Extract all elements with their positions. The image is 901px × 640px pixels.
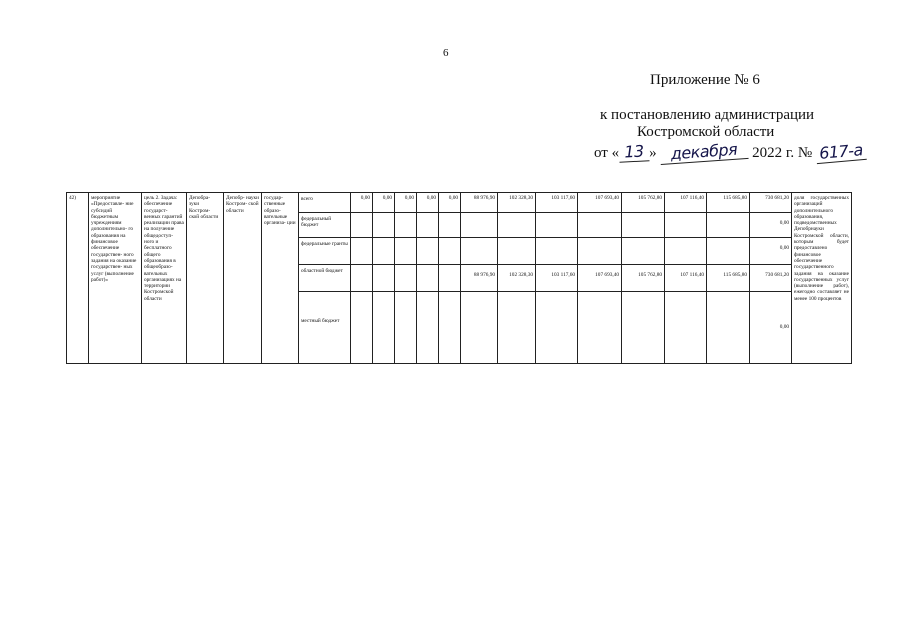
value-cell — [461, 213, 498, 238]
value-cell: 115 685,80 — [707, 193, 750, 213]
value-cell — [498, 238, 536, 265]
value-cell — [417, 265, 439, 292]
date-prefix: от « — [594, 145, 620, 161]
value-cell — [351, 238, 373, 265]
value-cell — [395, 292, 417, 364]
value-cell: 103 117,60 — [536, 193, 578, 213]
value-cell: 107 116,40 — [665, 265, 707, 292]
co-executor-cell: Депобр- науки Костром- ской области — [224, 193, 262, 364]
appendix-title: Приложение № 6 — [650, 72, 760, 88]
value-cell — [395, 238, 417, 265]
handwritten-day: 13 — [619, 141, 650, 163]
value-cell: 107 693,40 — [578, 265, 622, 292]
value-cell — [439, 213, 461, 238]
measure-cell: мероприятие «Предоставле- ние субсидий бюджетным учреждениям дополнительно- го образования на финансовое обеспечение государствен- ного задания на оказание государствен- ных услуг (выполнение работ)» — [89, 193, 142, 364]
value-cell — [622, 238, 665, 265]
value-cell — [707, 238, 750, 265]
value-cell — [417, 238, 439, 265]
value-cell — [498, 292, 536, 364]
value-cell — [461, 292, 498, 364]
total-cell: 0,00 — [750, 213, 792, 238]
value-cell: 107 693,40 — [578, 193, 622, 213]
value-cell — [536, 213, 578, 238]
value-cell — [373, 213, 395, 238]
value-cell — [351, 292, 373, 364]
value-cell: 0,00 — [351, 193, 373, 213]
goal-cell: цель 2. Задача: обеспечение государст- венных гарантий реализации права на получение общедоступ- ного и бесплатного общего образования в общеобразо- вательных организациях на территории Костромской области — [142, 193, 187, 364]
source-label: областной бюджет — [299, 265, 351, 292]
date-year: 2022 г. № — [752, 145, 813, 161]
handwritten-month: декабря — [660, 139, 749, 165]
value-cell — [578, 213, 622, 238]
value-cell — [373, 265, 395, 292]
value-cell — [665, 238, 707, 265]
value-cell: 115 685,80 — [707, 265, 750, 292]
executor-cell: Депобра- зуки Костром- ской области — [187, 193, 224, 364]
total-cell: 730 681,20 — [750, 193, 792, 213]
value-cell: 88 976,90 — [461, 265, 498, 292]
appendix-date-line — [594, 139, 866, 164]
value-cell — [417, 292, 439, 364]
total-cell: 0,00 — [750, 238, 792, 265]
value-cell — [665, 213, 707, 238]
value-cell — [498, 213, 536, 238]
appendix-line-2: Костромской области — [637, 124, 775, 140]
program-table — [66, 192, 852, 364]
value-cell — [578, 238, 622, 265]
value-cell: 107 116,40 — [665, 193, 707, 213]
value-cell — [578, 292, 622, 364]
value-cell — [622, 292, 665, 364]
source-label: федеральный бюджет — [299, 213, 351, 238]
value-cell: 103 117,60 — [536, 265, 578, 292]
value-cell: 102 328,30 — [498, 193, 536, 213]
value-cell — [439, 238, 461, 265]
date-mid: » — [649, 145, 657, 161]
source-label: местный бюджет — [299, 292, 351, 364]
value-cell: 0,00 — [439, 193, 461, 213]
value-cell — [707, 292, 750, 364]
value-cell — [536, 292, 578, 364]
value-cell — [373, 292, 395, 364]
row-index: 42) — [67, 193, 89, 364]
value-cell — [536, 238, 578, 265]
value-cell: 0,00 — [395, 193, 417, 213]
value-cell — [395, 213, 417, 238]
value-cell: 105 762,80 — [622, 193, 665, 213]
value-cell — [351, 265, 373, 292]
value-cell — [373, 238, 395, 265]
total-cell: 730 681,20 — [750, 265, 792, 292]
source-label: всего — [299, 193, 351, 213]
recipients-cell: государ- ственные образо- вательные организа- ции — [262, 193, 299, 364]
value-cell: 88 976,90 — [461, 193, 498, 213]
value-cell — [439, 265, 461, 292]
total-cell: 0,00 — [750, 292, 792, 364]
value-cell — [351, 213, 373, 238]
value-cell — [665, 292, 707, 364]
value-cell: 105 762,80 — [622, 265, 665, 292]
value-cell — [622, 213, 665, 238]
value-cell — [439, 292, 461, 364]
page-number: 6 — [443, 47, 449, 59]
value-cell — [417, 213, 439, 238]
table-row — [67, 193, 852, 213]
value-cell — [461, 238, 498, 265]
indicator-cell: доля государственных организаций дополнительного образования, подведомственных Депобрнауки Костромской области, которым будет предоставлено финансовое обеспечение государственного задания на оказание государственных услуг (выполнение работ), ежегодно составляет не менее 100 процентов — [792, 193, 852, 364]
value-cell — [395, 265, 417, 292]
handwritten-number: 617-а — [815, 140, 867, 164]
value-cell: 0,00 — [373, 193, 395, 213]
value-cell: 0,00 — [417, 193, 439, 213]
appendix-line-1: к постановлению администрации — [600, 107, 815, 123]
value-cell: 102 328,30 — [498, 265, 536, 292]
source-label: федеральные гранты — [299, 238, 351, 265]
value-cell — [707, 213, 750, 238]
